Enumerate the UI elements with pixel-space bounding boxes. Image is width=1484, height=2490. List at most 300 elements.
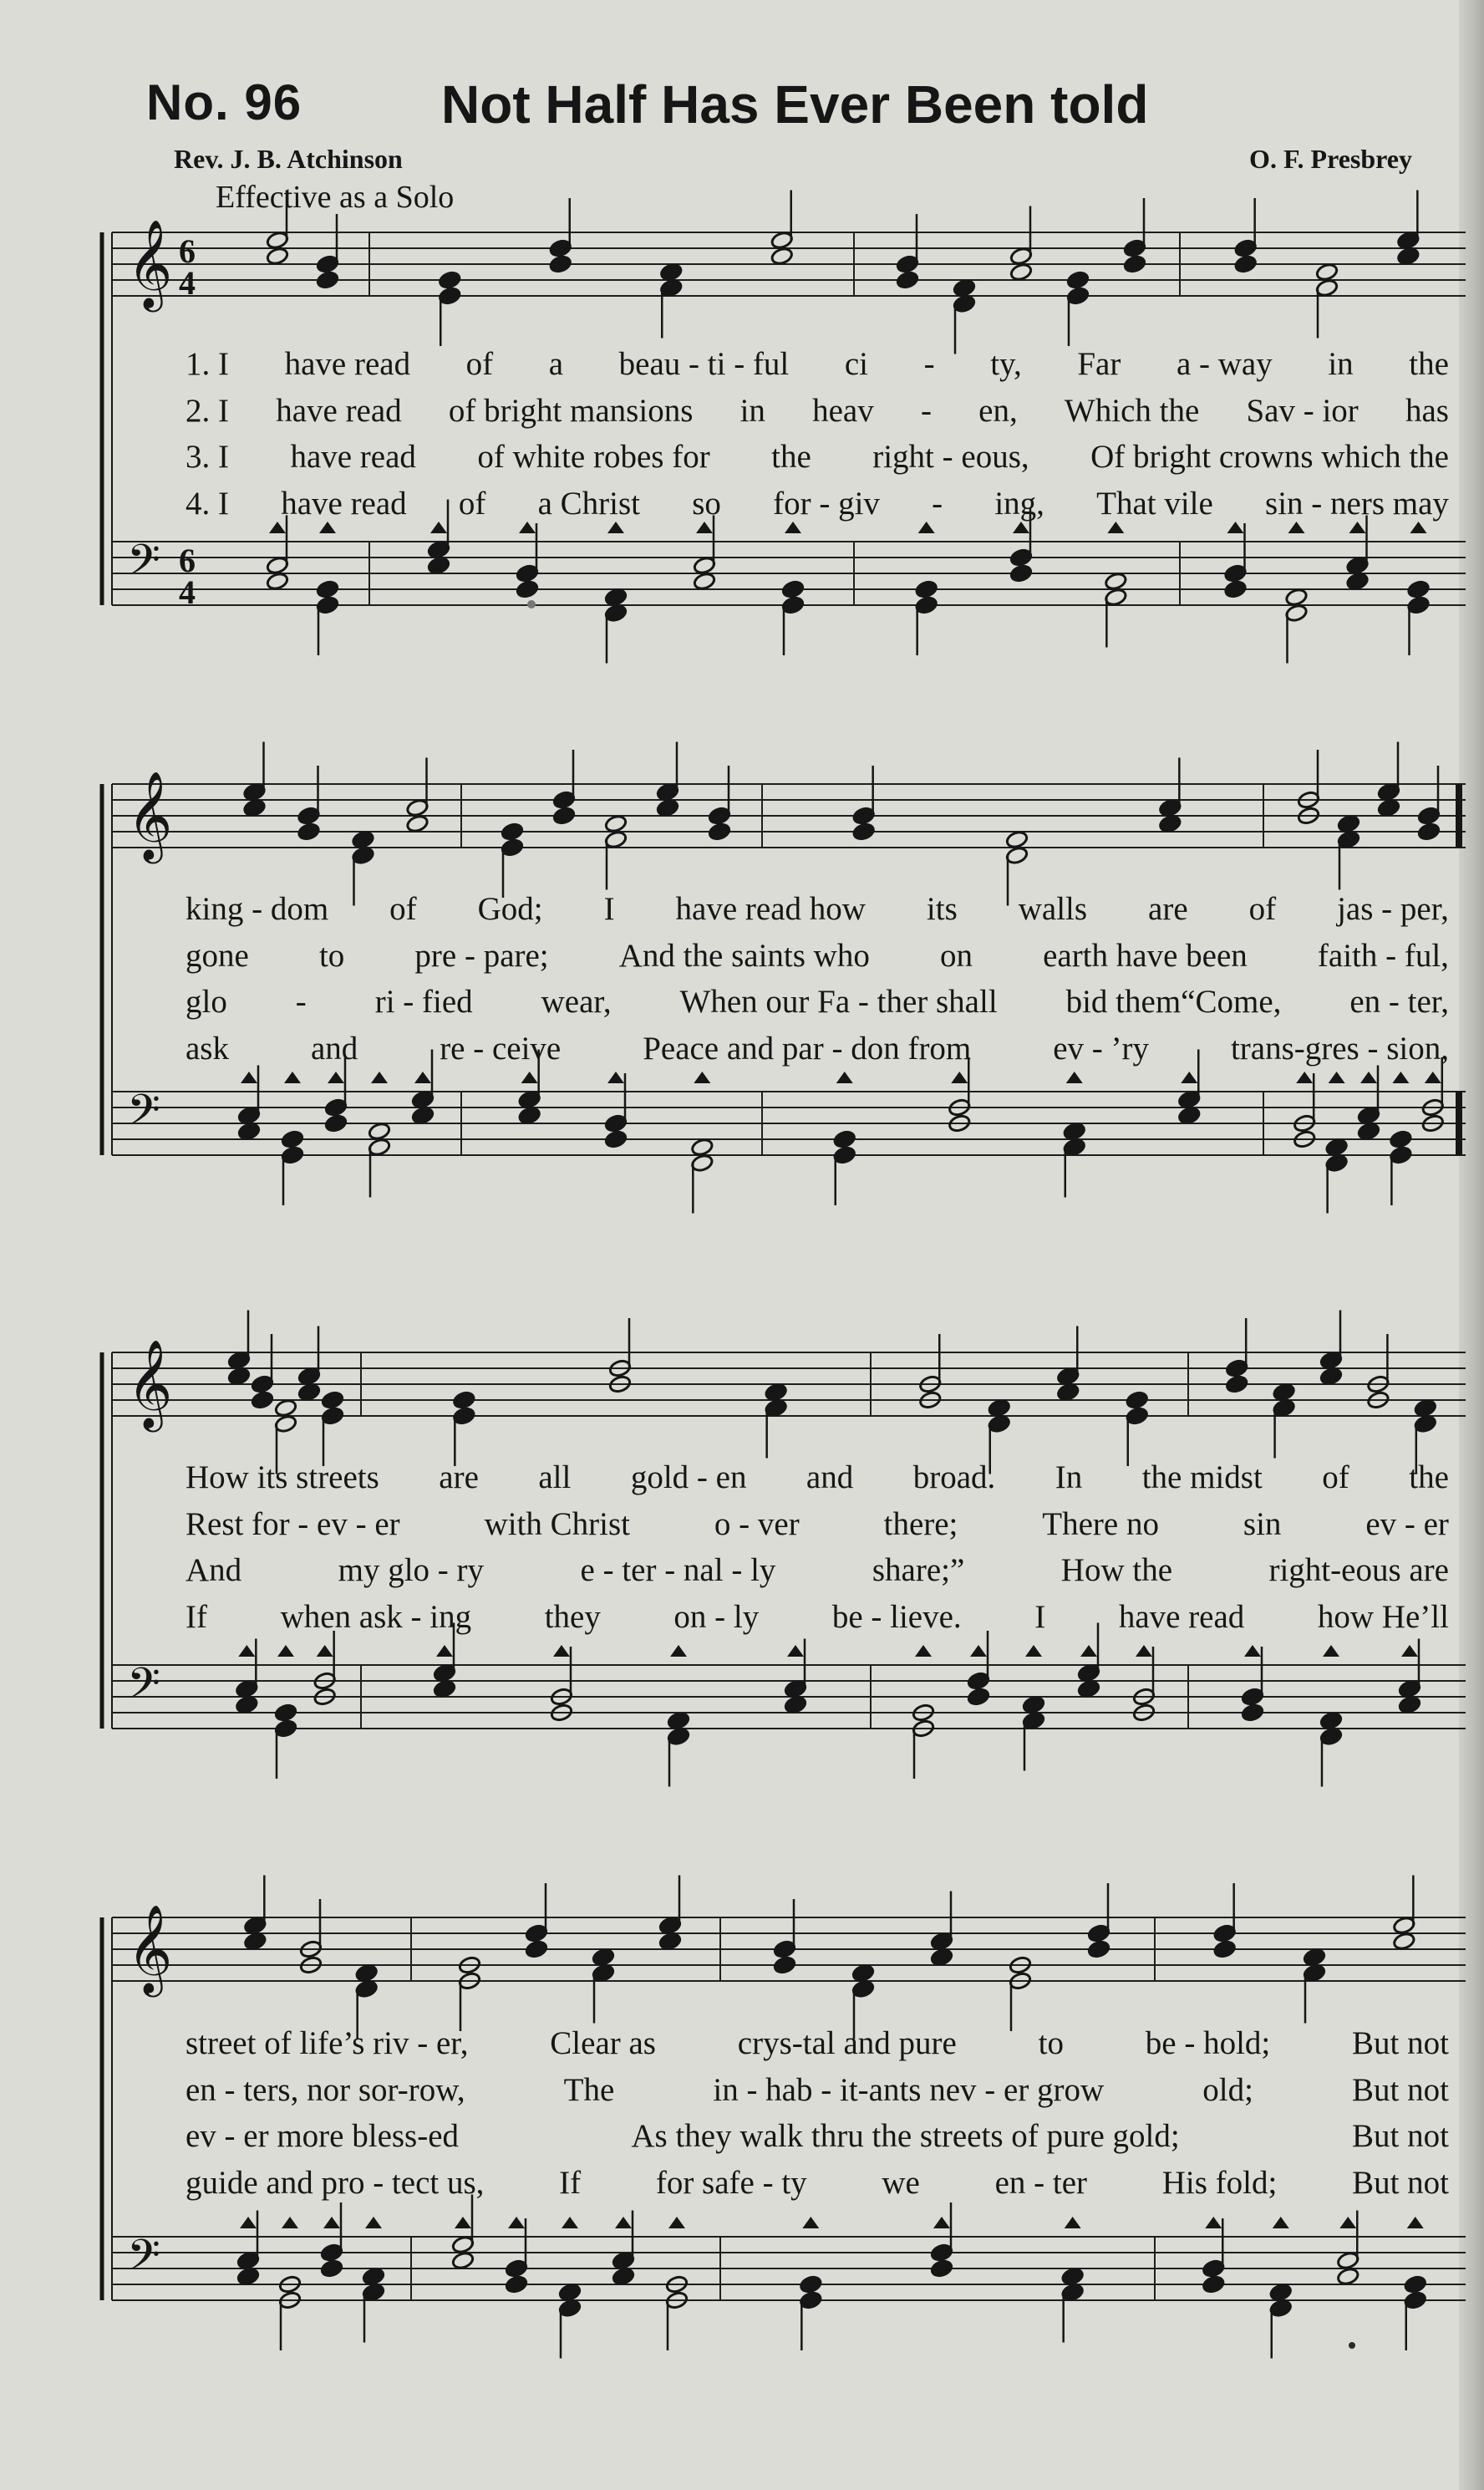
lyricist-credit: Rev. J. B. Atchinson [174, 144, 403, 174]
shape-note-head [238, 1645, 255, 1657]
lyric-line-verse-1 [186, 1454, 1449, 1501]
treble-clef-icon: 𝄞 [127, 770, 173, 860]
note-head [501, 822, 524, 841]
lyric-syllable: my glo - ry [338, 1552, 485, 1588]
note-head [1269, 2283, 1293, 2302]
note-head [237, 1122, 261, 1141]
lyric-syllable: the [1409, 346, 1449, 382]
note-head [930, 1948, 953, 1967]
bass-clef-icon: 𝄢 [127, 1657, 160, 1719]
shape-note-head [277, 1645, 294, 1657]
note-head [1345, 572, 1369, 591]
shape-note-head [241, 1072, 257, 1083]
lyric-syllable: are [1148, 891, 1188, 927]
lyric-line-verse-4 [186, 1594, 1449, 1641]
note-head [604, 814, 628, 833]
note-head [1077, 1679, 1100, 1698]
print-speck [1349, 2342, 1355, 2349]
note-head [355, 1963, 379, 1983]
music-system-2 [102, 767, 1466, 1202]
note-head [1303, 1948, 1326, 1967]
note-head [1319, 1711, 1343, 1730]
lyric-syllable: wear, [541, 984, 612, 1020]
lyric-syllable: e - ter - nal - ly [580, 1552, 776, 1588]
note-head [243, 1932, 267, 1951]
lyric-syllable: and [310, 1030, 358, 1067]
lyric-syllable: Far [1077, 346, 1121, 382]
shape-note-head [1205, 2217, 1222, 2228]
lyric-syllable: If [559, 2164, 582, 2201]
note-head [297, 822, 320, 841]
note-head [658, 1932, 682, 1951]
lyric-syllable: of [458, 485, 486, 522]
note-head [612, 2267, 635, 2286]
lyric-syllable: a - way [1176, 346, 1273, 382]
lyrics-block [186, 2020, 1449, 2206]
note-head [251, 1390, 274, 1409]
shape-note-head [787, 1645, 804, 1657]
treble-clef-icon: 𝄞 [127, 1903, 173, 1994]
lyric-syllable: of [465, 346, 494, 382]
note-head [799, 2274, 822, 2294]
note-head [451, 2251, 475, 2270]
note-head [362, 2267, 385, 2286]
note-head [988, 1398, 1011, 1418]
note-head [1158, 814, 1182, 833]
note-head [1284, 588, 1308, 607]
note-head [552, 806, 576, 825]
shape-note-head [1296, 1072, 1313, 1083]
note-head [708, 822, 731, 841]
lyric-syllable: on [939, 937, 973, 974]
note-head [1377, 798, 1400, 817]
lyric-line-verse-3 [186, 2113, 1449, 2160]
note-head [438, 270, 461, 289]
lyric-syllable: I [1034, 1598, 1046, 1635]
note-head [1414, 1398, 1437, 1418]
note-head [770, 247, 794, 266]
shape-note-head [1080, 1645, 1097, 1657]
shape-note-head [371, 1072, 388, 1083]
lyric-syllable: - [923, 346, 935, 382]
lyric-syllable: And the saints who [618, 937, 870, 974]
lyric-syllable: guide and pro - tect us, [186, 2164, 485, 2201]
note-head [1315, 262, 1339, 282]
shape-note-head [284, 1072, 301, 1083]
lyric-syllable: As they walk thru the streets of pure gold; [631, 2118, 1180, 2154]
lyric-syllable: walls [1018, 891, 1088, 927]
lyric-syllable: en - ters, nor sor-row, [186, 2071, 465, 2108]
note-head [851, 1963, 875, 1983]
lyric-syllable: a [548, 346, 564, 382]
lyric-syllable: to [1038, 2025, 1064, 2061]
lyric-syllable: of bright mansions [448, 392, 694, 429]
lyric-syllable: - [932, 485, 943, 522]
note-head [236, 2267, 260, 2286]
note-head [656, 798, 679, 817]
shape-note-head [1273, 2217, 1289, 2228]
note-head [266, 572, 289, 591]
note-head [235, 1695, 258, 1714]
performance-note: Effective as a Solo [216, 180, 455, 215]
note-head [1273, 1382, 1296, 1402]
shape-note-head [1181, 1072, 1197, 1083]
note-head [1396, 247, 1420, 266]
note-head [1417, 822, 1441, 841]
note-head [274, 1398, 297, 1418]
lyric-syllable: with Christ [484, 1505, 630, 1542]
lyric-syllable: Which the [1064, 392, 1200, 429]
lyric-syllable: sin - ners may [1265, 485, 1449, 522]
lyric-syllable: its [926, 891, 958, 927]
shape-note-head [836, 1072, 853, 1083]
lyric-syllable: in [739, 392, 765, 429]
note-head [1392, 1932, 1415, 1951]
shape-note-head [436, 1645, 453, 1657]
lyric-syllable: ev - er [1365, 1505, 1449, 1542]
lyric-syllable: of [1248, 891, 1277, 927]
shape-note-head [951, 1072, 968, 1083]
lyric-syllable: the [1409, 1459, 1449, 1495]
shape-note-head [1392, 1072, 1409, 1083]
music-system-3 [102, 1329, 1466, 1764]
lyric-syllable: - [920, 392, 932, 429]
lyric-syllable: But not [1352, 2164, 1449, 2201]
shape-note-head [607, 1072, 624, 1083]
note-head [525, 1939, 548, 1958]
note-head [433, 1679, 456, 1698]
note-head [1357, 1122, 1380, 1141]
shape-note-head [1323, 1645, 1339, 1657]
shape-note-head [668, 2217, 685, 2228]
lyric-syllable: for safe - ty [655, 2164, 807, 2201]
lyric-syllable: Peace and par - don from [643, 1030, 972, 1067]
shape-note-head [455, 2217, 471, 2228]
music-system-1 [102, 216, 1466, 650]
time-signature-bottom: 4 [179, 573, 196, 612]
note-head [558, 2283, 582, 2302]
note-head [274, 1703, 297, 1722]
lyric-syllable: so [692, 485, 721, 522]
lyric-syllable: re - ceive [440, 1030, 562, 1067]
note-head [1241, 1703, 1264, 1722]
lyric-syllable: be - lieve. [831, 1598, 962, 1635]
note-head [1066, 270, 1090, 289]
lyric-line-verse-2 [186, 1501, 1449, 1548]
shape-note-head [802, 2217, 819, 2228]
lyric-syllable: ri - fied [374, 984, 473, 1020]
lyric-syllable: ci [844, 346, 869, 382]
lyric-syllable: they [544, 1598, 601, 1635]
note-head [242, 798, 266, 817]
lyric-syllable: bid them“Come, [1065, 984, 1282, 1020]
lyric-syllable: on - ly [673, 1598, 760, 1635]
bass-clef-icon: 𝄢 [127, 2229, 160, 2291]
shape-note-head [1407, 2217, 1424, 2228]
shape-note-head [1339, 2217, 1356, 2228]
lyric-line-verse-1 [186, 886, 1449, 933]
note-head [604, 1129, 628, 1148]
lyric-line-verse-2 [186, 2067, 1449, 2114]
note-head [1009, 262, 1033, 282]
lyric-syllable: There no [1042, 1505, 1159, 1542]
note-head [1389, 1129, 1412, 1148]
note-head [915, 579, 938, 598]
note-head [967, 1687, 990, 1706]
lyric-syllable: gold - en [630, 1459, 747, 1495]
note-head [690, 1138, 714, 1157]
shape-note-head [1244, 1645, 1261, 1657]
shape-note-head [365, 2217, 382, 2228]
note-head [1177, 1106, 1201, 1125]
lyric-syllable: share;” [872, 1552, 965, 1588]
shape-note-head [915, 1645, 932, 1657]
lyric-syllable: broad. [912, 1459, 996, 1495]
shape-note-head [1136, 1645, 1152, 1657]
lyric-line-verse-1 [186, 341, 1449, 388]
lyric-syllable: Rest for - ev - er [186, 1505, 400, 1542]
lyric-line-verse-4 [186, 2160, 1449, 2207]
note-head [1104, 572, 1127, 591]
shape-note-head [521, 1072, 538, 1083]
note-head [1336, 2267, 1359, 2286]
lyric-syllable: o - ver [714, 1505, 800, 1542]
lyric-syllable: ing, [994, 485, 1044, 522]
lyric-syllable: ty, [990, 346, 1022, 382]
lyrics-block [186, 1454, 1449, 1640]
lyric-syllable: ev - ’ry [1053, 1030, 1149, 1067]
note-head [1056, 1382, 1080, 1402]
lyric-syllable: all [538, 1459, 572, 1495]
lyric-syllable: gone [186, 937, 249, 974]
note-head [1225, 1374, 1248, 1393]
note-head [604, 588, 628, 607]
lyric-syllable: glo [186, 984, 227, 1020]
shape-note-head [615, 2217, 632, 2228]
lyric-syllable: have read how [675, 891, 866, 927]
shape-note-head [282, 2217, 298, 2228]
note-head [320, 2258, 343, 2278]
note-head [953, 278, 976, 298]
note-head [351, 830, 374, 849]
note-head [1061, 2267, 1085, 2286]
lyric-syllable: 1. I [186, 346, 229, 382]
note-head [281, 1129, 304, 1148]
lyric-syllable: crys-tal and pure [737, 2025, 957, 2061]
note-head [411, 1106, 435, 1125]
shape-note-head [670, 1645, 687, 1657]
lyric-syllable: The [563, 2071, 615, 2108]
lyric-syllable: be - hold; [1145, 2025, 1271, 2061]
lyric-syllable: when ask - ing [280, 1598, 472, 1635]
note-head [693, 572, 716, 591]
note-head [784, 1695, 807, 1714]
note-head [1404, 2274, 1427, 2294]
lyric-syllable: en - ter [994, 2164, 1088, 2201]
lyric-syllable: old; [1202, 2071, 1253, 2108]
note-head [930, 2258, 953, 2278]
lyric-syllable: In [1055, 1459, 1083, 1495]
lyric-syllable: trans-gres - sion, [1230, 1030, 1449, 1067]
note-head [896, 270, 919, 289]
composer-credit: O. F. Presbrey [1249, 144, 1412, 174]
note-head [1337, 814, 1360, 833]
shape-note-head [317, 1645, 333, 1657]
lyric-syllable: Of bright crowns which the [1090, 439, 1449, 475]
lyric-syllable: pre - pare; [414, 937, 549, 974]
lyric-syllable: God; [477, 891, 543, 927]
lyric-syllable: faith - ful, [1317, 937, 1449, 974]
lyric-syllable: That vile [1096, 485, 1213, 522]
note-head [1087, 1939, 1110, 1958]
lyric-syllable: jas - per, [1337, 891, 1449, 927]
shape-note-head [1066, 1072, 1083, 1083]
note-head [452, 1390, 475, 1409]
lyric-syllable: king - dom [186, 891, 329, 927]
time-signature-bottom: 4 [179, 264, 196, 303]
note-head [405, 814, 429, 833]
lyric-line-verse-3 [186, 1547, 1449, 1594]
lyric-syllable: a Christ [537, 485, 641, 522]
hymn-number: No. 96 [146, 74, 302, 130]
bass-clef-icon: 𝄢 [127, 1084, 160, 1146]
lyric-syllable: street of life’s riv - er, [186, 2025, 469, 2061]
lyric-syllable: sin [1243, 1505, 1282, 1542]
music-system-4 [102, 1891, 1466, 2342]
lyric-syllable: has [1405, 392, 1449, 429]
shape-note-head [1360, 1072, 1377, 1083]
shape-note-head [694, 1072, 710, 1083]
lyric-syllable: have read [290, 439, 416, 475]
shape-note-head [240, 2217, 257, 2228]
bass-clef-icon: 𝄢 [127, 534, 160, 596]
note-head [316, 270, 339, 289]
shape-note-head [1425, 1072, 1441, 1083]
lyric-syllable: in [1328, 346, 1354, 382]
print-speck [527, 600, 536, 608]
note-head [316, 579, 339, 598]
shape-note-head [562, 2217, 578, 2228]
lyric-syllable: heav [812, 392, 874, 429]
note-head [1325, 1138, 1349, 1157]
lyric-line-verse-3 [186, 979, 1449, 1026]
lyric-syllable: right-eous are [1268, 1552, 1449, 1588]
lyric-syllable: How its streets [186, 1459, 379, 1495]
lyric-syllable: the [771, 439, 811, 475]
lyric-syllable: beau - ti - ful [618, 346, 790, 382]
shape-note-head [414, 1072, 431, 1083]
lyric-syllable: I [603, 891, 615, 927]
lyric-syllable: 3. I [186, 439, 229, 475]
note-head [427, 556, 450, 575]
lyric-syllable: But not [1352, 2071, 1449, 2108]
note-head [852, 822, 876, 841]
shape-note-head [933, 2217, 950, 2228]
lyric-syllable: 2. I [186, 392, 229, 429]
shape-note-head [970, 1645, 987, 1657]
note-head [1319, 1367, 1343, 1386]
lyric-syllable: earth have been [1043, 937, 1248, 974]
lyric-line-verse-1 [186, 2020, 1449, 2067]
shape-note-head [1025, 1645, 1042, 1657]
lyrics-block [186, 341, 1449, 527]
lyric-syllable: we [882, 2164, 920, 2201]
lyric-syllable: ev - er more bless-ed [186, 2118, 460, 2154]
lyric-syllable: And [186, 1552, 242, 1588]
lyric-syllable: - [295, 984, 307, 1020]
note-head [518, 1106, 541, 1125]
lyric-syllable: for - giv [773, 485, 880, 522]
note-head [1123, 254, 1146, 273]
shape-note-head [1065, 2217, 1081, 2228]
shape-note-head [508, 2217, 525, 2228]
shape-note-head [328, 1072, 344, 1083]
shape-note-head [553, 1645, 570, 1657]
lyric-syllable: Sav - ior [1246, 392, 1359, 429]
lyric-line-verse-3 [186, 434, 1449, 481]
note-head [765, 1382, 788, 1402]
note-head [324, 1113, 348, 1133]
lyric-syllable: When our Fa - ther shall [679, 984, 998, 1020]
lyric-line-verse-4 [186, 481, 1449, 527]
lyric-syllable: to [318, 937, 345, 974]
lyric-syllable: have read [1118, 1598, 1245, 1635]
lyric-syllable: how He’ll [1317, 1598, 1449, 1635]
lyric-syllable: en - ter, [1349, 984, 1449, 1020]
note-head [1126, 1390, 1149, 1409]
lyric-syllable: of white robes for [477, 439, 710, 475]
lyric-line-verse-2 [186, 933, 1449, 980]
lyric-syllable: ask [186, 1030, 229, 1067]
note-head [592, 1948, 615, 1967]
lyric-syllable: there; [883, 1505, 958, 1542]
lyric-syllable: If [186, 1598, 207, 1635]
shape-note-head [1329, 1072, 1345, 1083]
note-head [1406, 579, 1430, 598]
note-head [505, 2274, 528, 2294]
note-head [1213, 1939, 1237, 1958]
note-head [1234, 254, 1258, 273]
lyric-syllable: His fold; [1161, 2164, 1278, 2201]
note-head [549, 254, 572, 273]
lyric-syllable: have read [281, 485, 407, 522]
lyric-line-verse-4 [186, 1026, 1449, 1072]
lyric-syllable: in - hab - it-ants nev - er grow [713, 2071, 1105, 2108]
note-head [1223, 579, 1247, 598]
note-head [368, 1122, 391, 1141]
note-head [227, 1367, 251, 1386]
lyric-syllable: the midst [1141, 1459, 1263, 1495]
lyric-syllable: have read [276, 392, 402, 429]
note-head [516, 579, 539, 598]
lyric-syllable: Clear as [550, 2025, 656, 2061]
note-head [659, 262, 683, 282]
time-signature-top: 6 [179, 232, 196, 271]
note-head [667, 1711, 690, 1730]
lyric-syllable: 4. I [186, 485, 229, 522]
note-head [1202, 2274, 1225, 2294]
treble-clef-icon: 𝄞 [127, 1338, 173, 1428]
lyric-syllable: of [1322, 1459, 1349, 1495]
note-head [321, 1390, 344, 1409]
lyric-syllable: But not [1352, 2025, 1449, 2061]
lyric-syllable: en, [978, 392, 1018, 429]
lyrics-block [186, 886, 1449, 1072]
note-head [1398, 1695, 1421, 1714]
shape-note-head [1401, 1645, 1418, 1657]
hymn-title: Not Half Has Ever Been told [441, 74, 1149, 135]
note-head [1022, 1695, 1045, 1714]
